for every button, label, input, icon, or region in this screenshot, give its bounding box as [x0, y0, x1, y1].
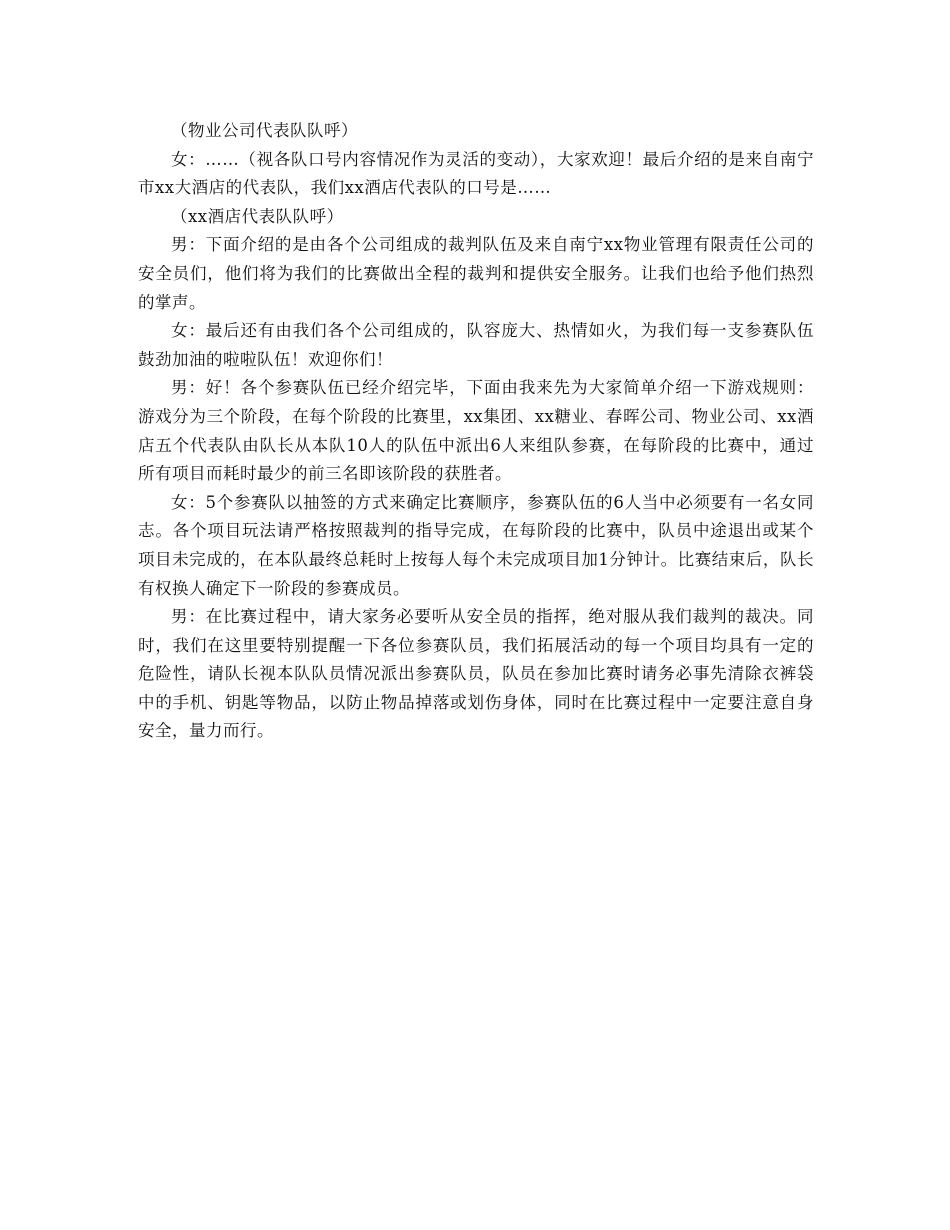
- document-body: [138, 117, 814, 746]
- paragraph-hotel-team-cheer: （xx酒店代表队队呼）: [171, 206, 344, 226]
- paragraph-male-referee-intro: 男：下面介绍的是由各个公司组成的裁判队伍及来自南宁xx物业管理有限责任公司的安全员们，他们将为我们的比赛做出全程的裁判和提供安全服务。让我们也给予他们热烈的掌声。: [138, 235, 814, 312]
- paragraph-male-game-rules: 男：好！各个参赛队伍已经介绍完毕，下面由我来先为大家简单介绍一下游戏规则：游戏分为三个阶段，在每个阶段的比赛里，xx集团、xx糖业、春晖公司、物业公司、xx酒店五个代表队由队长从本队10人的队伍中派出6人来组队参赛，在每阶段的比赛中，通过所有项目而耗时最少的前三名即该阶段的获胜者。: [138, 378, 814, 484]
- paragraph-female-cheerleaders: 女：最后还有由我们各个公司组成的，队容庞大、热情如火，为我们每一支参赛队伍鼓劲加油的啦啦队伍！欢迎你们！: [138, 321, 814, 369]
- paragraph-male-safety-notice: 男：在比赛过程中，请大家务必要听从安全员的指挥，绝对服从我们裁判的裁决。同时，我们在这里要特别提醒一下各位参赛队员，我们拓展活动的每一个项目均具有一定的危险性，请队长视本队队员情况派出参赛队员，队员在参加比赛时请务必事先清除衣裤袋中的手机、钥匙等物品，以防止物品掉落或划伤身体，同时在比赛过程中一定要注意自身安全，量力而行。: [138, 607, 814, 741]
- paragraph-female-hotel-intro: 女：……（视各队口号内容情况作为灵活的变动），大家欢迎！最后介绍的是来自南宁市xx大酒店的代表队，我们xx酒店代表队的口号是……: [138, 149, 814, 198]
- paragraph-property-team-cheer: （物业公司代表队队呼）: [171, 121, 358, 140]
- paragraph-female-order-rules: 女：5个参赛队以抽签的方式来确定比赛顺序，参赛队伍的6人当中必须要有一名女同志。各个项目玩法请严格按照裁判的指导完成，在每阶段的比赛中，队员中途退出或某个项目未完成的，在本队最终总耗时上按每人每个未完成项目加1分钟计。比赛结束后，队长有权换人确定下一阶段的参赛成员。: [138, 492, 814, 598]
